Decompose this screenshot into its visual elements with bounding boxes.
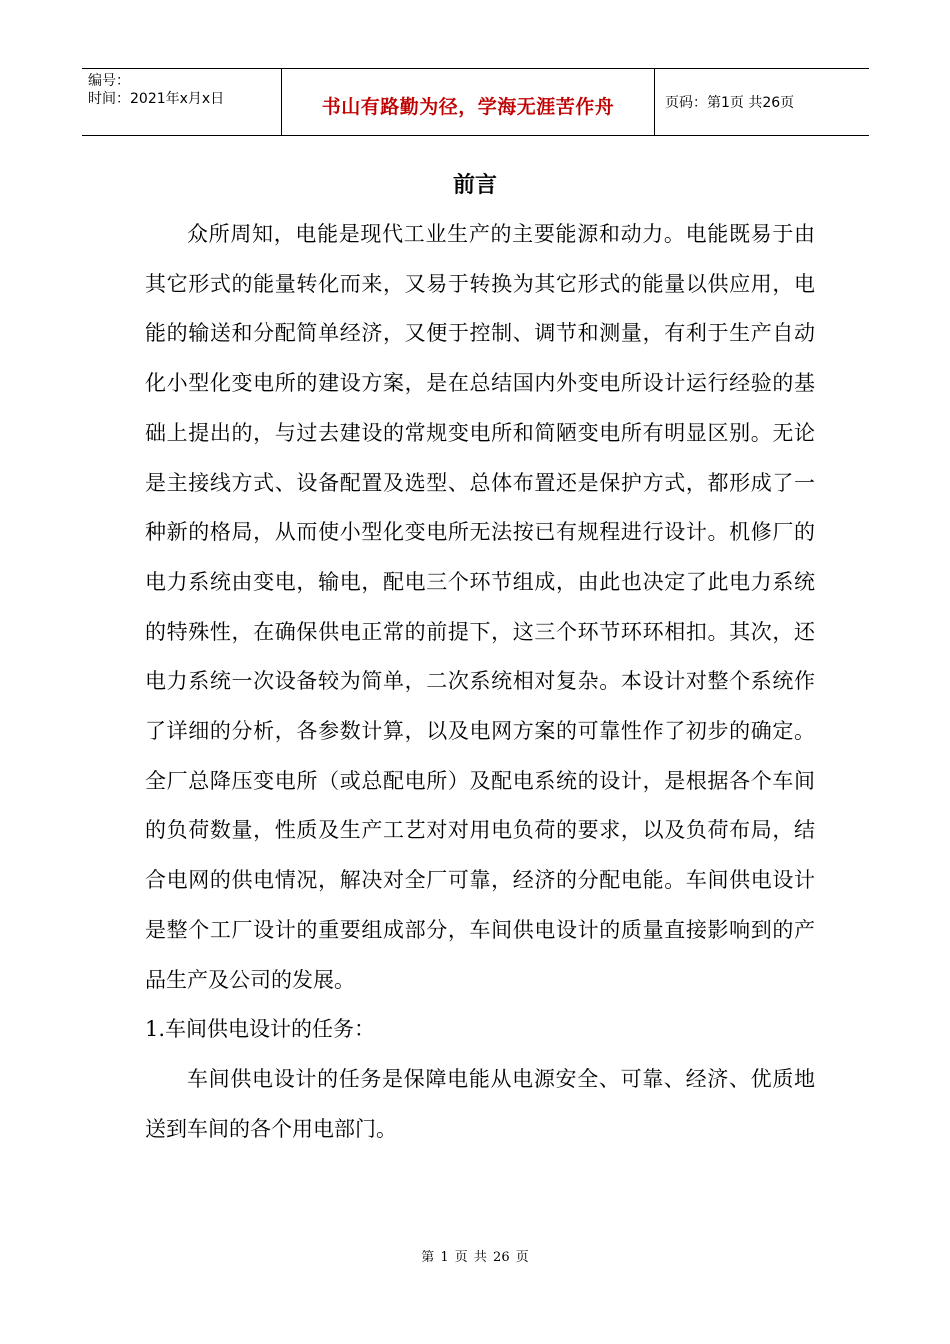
header-page-code: 页码：第1页 共26页 [665,95,795,111]
document-time-label: 时间：2021年x月x日 [88,91,225,107]
page-footer: 第 1 页 共 26 页 [421,1250,529,1265]
header-table [82,68,869,136]
document-number-label: 编号： [88,73,130,89]
header-motto: 书山有路勤为径，学海无涯苦作舟 [321,95,615,118]
header-page-cell [655,69,869,135]
paragraph-task: 车间供电设计的任务是保障电能从电源安全、可靠、经济、优质地送到车间的各个用电部门。 [145,1066,815,1141]
header-info-cell [82,69,282,135]
header-motto-cell [282,69,655,135]
paragraph-intro: 众所周知，电能是现代工业生产的主要能源和动力。电能既易于由其它形式的能量转化而来，又易于转换为其它形式的能量以供应用，电能的输送和分配简单经济，又便于控制、调节和测量，有利于生产自动化小型化变电所的建设方案，是在总结国内外变电所设计运行经验的基础上提出的，与过去建设的常规变电所和简陋变电所有明显区别。无论是主接线方式、设备配置及选型、总体布置还是保护方式，都形成了一种新的格局，从而使小型化变电所无法按已有规程进行设计。机修厂的电力系统由变电，输电，配电三个环节组成，由此也决定了此电力系统的特殊性，在确保供电正常的前提下，这三个环节环环相扣。其次，还电力系统一次设备较为简单，二次系统相对复杂。本设计对整个系统作了详细的分析，各参数计算，以及电网方案的可靠性作了初步的确定。全厂总降压变电所（或总配电所）及配电系统的设计，是根据各个车间的负荷数量，性质及生产工艺对对用电负荷的要求，以及负荷布局，结合电网的供电情况，解决对全厂可靠，经济的分配电能。车间供电设计是整个工厂设计的重要组成部分，车间供电设计的质量直接影响到的产品生产及公司的发展。 [145,222,815,992]
document-body [145,210,815,1154]
page-title: 前言 [452,173,497,198]
section-heading-1: 1.车间供电设计的任务： [145,1017,376,1042]
